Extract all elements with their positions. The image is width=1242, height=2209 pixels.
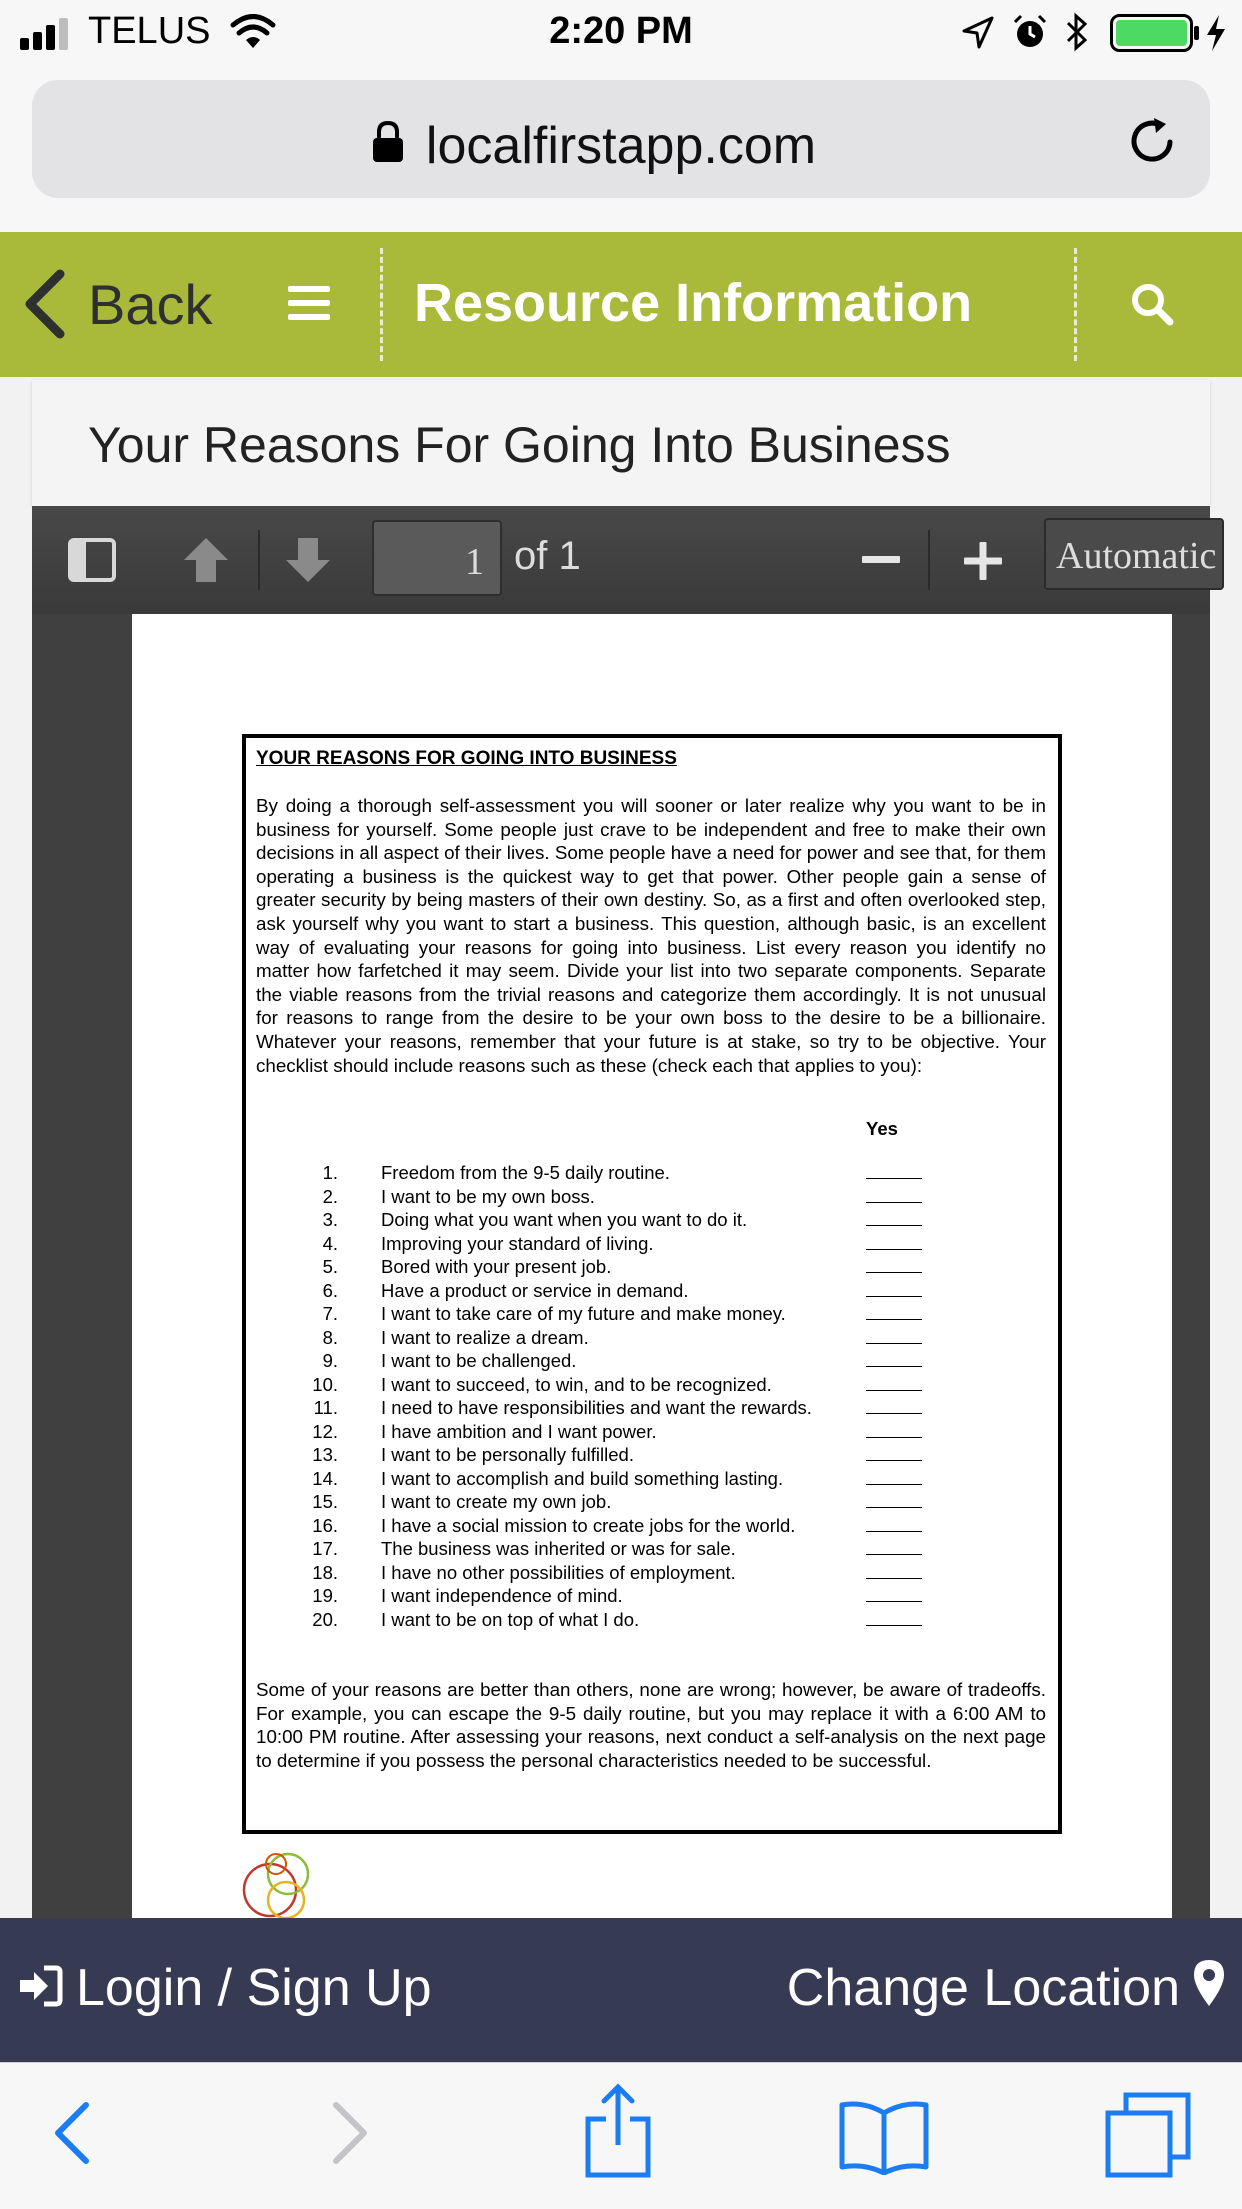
yes-checkbox-line	[866, 1366, 922, 1367]
carrier-name: TELUS	[88, 10, 211, 52]
document-intro: By doing a thorough self-assessment you will sooner or later realize why you want to be in business for yourself. Some people just crave to be independent and free to make their own decisions in all aspect of their lives. Some people have a need for power and see that, for them operating a business is the quickest way to get that power. Other people gain a sense of greater security by being masters of their own destiny. So, as a first and often overlooked step, ask yourself why you want to start a business. This question, although basic, is an excellent way of evaluating your reasons for going into business. List every reason you identify no matter how farfetched it may seem. Divide your list into two separate components. Separate the viable reasons from the trivial reasons and categorize them accordingly. It is not unusual for reasons to range from the desire to be your own boss to the desire to be a billionaire. Whatever your reasons, remember that your future is at stake, so try to be objective. Your checklist should include reasons such as these (check each that applies to you):	[256, 795, 1046, 1076]
sign-in-icon[interactable]	[16, 1962, 64, 2010]
page-number-input[interactable]: 1	[372, 520, 502, 596]
yes-checkbox-line	[866, 1460, 922, 1461]
browser-forward-icon[interactable]	[330, 2101, 370, 2165]
reason-item	[246, 1538, 1066, 1562]
reason-item	[246, 1444, 1066, 1468]
reason-text: Improving your standard of living.	[381, 1232, 654, 1254]
reason-text: I want to be my own boss.	[381, 1185, 595, 1207]
yes-checkbox-line	[866, 1437, 922, 1438]
toolbar-divider	[258, 530, 260, 590]
address-bar[interactable]	[32, 80, 1210, 198]
location-arrow-icon	[962, 16, 994, 50]
yes-checkbox-line	[866, 1554, 922, 1555]
reason-number: 3.	[322, 1209, 338, 1230]
reason-text: Doing what you want when you want to do it.	[381, 1209, 748, 1230]
reason-text: I want to be on top of what I do.	[381, 1608, 640, 1630]
reason-number: 16.	[312, 1514, 338, 1536]
reason-number: 17.	[312, 1538, 338, 1559]
yes-checkbox-line	[866, 1625, 922, 1626]
toolbar-divider	[928, 530, 930, 590]
yes-checkbox-line	[866, 1531, 922, 1532]
reason-item	[246, 1233, 1066, 1257]
reason-item	[246, 1585, 1066, 1609]
url-text: localfirstapp.com	[425, 117, 817, 175]
reload-icon[interactable]	[1126, 114, 1180, 168]
reason-number: 13.	[312, 1444, 338, 1465]
yes-checkbox-line	[866, 1390, 922, 1391]
yes-checkbox-line	[866, 1202, 922, 1203]
reason-text: Freedom from the 9-5 daily routine.	[381, 1162, 670, 1183]
reason-item	[246, 1491, 1066, 1515]
reason-number: 7.	[322, 1303, 338, 1324]
yes-checkbox-line	[866, 1296, 922, 1297]
reason-item	[246, 1350, 1066, 1374]
reason-text: I want independence of mind.	[381, 1585, 623, 1606]
hamburger-menu-icon[interactable]	[288, 284, 330, 322]
reason-text: I want to be personally fulfilled.	[381, 1444, 634, 1465]
reason-text: I want to realize a dream.	[381, 1326, 589, 1348]
alarm-icon	[1012, 14, 1048, 50]
reason-number: 8.	[322, 1326, 338, 1348]
yes-checkbox-line	[866, 1272, 922, 1273]
reason-item	[246, 1209, 1066, 1233]
reason-item	[246, 1327, 1066, 1351]
share-icon[interactable]	[582, 2083, 654, 2179]
reason-item	[246, 1421, 1066, 1445]
yes-checkbox-line	[866, 1225, 922, 1226]
reason-number: 1.	[322, 1162, 338, 1183]
reason-item	[246, 1562, 1066, 1586]
page-title: Your Reasons For Going Into Business	[88, 417, 951, 473]
reason-text: I want to be challenged.	[381, 1350, 577, 1371]
bookmarks-icon[interactable]	[838, 2099, 930, 2175]
browser-toolbar	[0, 2062, 1242, 2209]
zoom-select[interactable]: Automatic	[1044, 518, 1224, 590]
app-header	[0, 232, 1242, 377]
charging-bolt-icon	[1204, 14, 1228, 52]
reason-item	[246, 1162, 1066, 1186]
reason-item	[246, 1515, 1066, 1539]
reason-item	[246, 1303, 1066, 1327]
pdf-page	[132, 614, 1172, 1918]
pdf-toolbar	[32, 506, 1217, 614]
yes-checkbox-line	[866, 1249, 922, 1250]
yes-checkbox-line	[866, 1507, 922, 1508]
change-location-link[interactable]: Change Location	[786, 1959, 1180, 2017]
yes-checkbox-line	[866, 1578, 922, 1579]
yes-checkbox-line	[866, 1343, 922, 1344]
reason-text: I need to have responsibilities and want the rewards.	[381, 1397, 812, 1418]
reason-item	[246, 1186, 1066, 1210]
reason-item	[246, 1374, 1066, 1398]
reason-number: 4.	[322, 1232, 338, 1254]
resource-card-header	[32, 380, 1210, 506]
reason-number: 12.	[312, 1420, 338, 1442]
reason-number: 6.	[322, 1279, 338, 1301]
reason-number: 2.	[322, 1185, 338, 1207]
reason-number: 19.	[312, 1585, 338, 1606]
back-button[interactable]: Back	[88, 273, 213, 336]
nav-divider	[380, 248, 383, 361]
app-bottom-bar	[0, 1918, 1242, 2062]
browser-address-area	[0, 66, 1242, 232]
reason-text: I have ambition and I want power.	[381, 1420, 657, 1442]
reason-text: I want to succeed, to win, and to be recognized.	[381, 1373, 772, 1395]
reason-text: I want to take care of my future and make money.	[381, 1303, 786, 1324]
battery-icon	[1110, 14, 1202, 52]
reason-number: 9.	[322, 1350, 338, 1371]
arrow-up-icon[interactable]	[180, 534, 232, 586]
document-title: YOUR REASONS FOR GOING INTO BUSINESS	[256, 748, 677, 769]
document-frame	[242, 734, 1062, 1834]
reason-text: I have no other possibilities of employment.	[381, 1561, 736, 1583]
reason-number: 18.	[312, 1561, 338, 1583]
reason-number: 10.	[312, 1373, 338, 1395]
search-icon[interactable]	[1130, 282, 1174, 326]
reason-text: I want to accomplish and build something lasting.	[381, 1467, 784, 1489]
yes-column-header: Yes	[866, 1118, 898, 1139]
reason-number: 14.	[312, 1467, 338, 1489]
reason-item	[246, 1280, 1066, 1304]
reason-text: I have a social mission to create jobs for the world.	[381, 1514, 796, 1536]
bluetooth-icon	[1064, 12, 1090, 52]
tabs-icon[interactable]	[1104, 2091, 1192, 2179]
reason-text: The business was inherited or was for sale.	[381, 1538, 736, 1559]
reason-item	[246, 1256, 1066, 1280]
status-bar	[0, 0, 1242, 66]
sidebar-toggle-icon[interactable]	[68, 536, 116, 584]
minus-icon[interactable]	[862, 556, 900, 564]
reason-text: I want to create my own job.	[381, 1491, 612, 1512]
login-signup-link[interactable]: Login / Sign Up	[76, 1959, 432, 2017]
section-title: Resource Information	[414, 273, 973, 333]
reason-number: 20.	[312, 1608, 338, 1630]
reason-item	[246, 1609, 1066, 1633]
yes-checkbox-line	[866, 1319, 922, 1320]
reason-text: Have a product or service in demand.	[381, 1279, 689, 1301]
pdf-viewer[interactable]	[32, 614, 1210, 1918]
reason-item	[246, 1468, 1066, 1492]
document-outro: Some of your reasons are better than others, none are wrong; however, be aware of tradeoffs. For example, you can escape the 9-5 daily routine, but you may replace it with a 6:00 AM to 10:00 PM routine. After assessing your reasons, next conduct a self-analysis on the next page to determine if you possess the personal characteristics needed to be successful.	[256, 1679, 1046, 1771]
yes-checkbox-line	[866, 1601, 922, 1602]
yes-checkbox-line	[866, 1484, 922, 1485]
status-time: 2:20 PM	[549, 10, 693, 52]
reason-number: 11.	[313, 1397, 338, 1418]
reason-item	[246, 1397, 1066, 1421]
plus-icon[interactable]	[964, 542, 1002, 580]
reason-text: Bored with your present job.	[381, 1256, 612, 1277]
reason-number: 5.	[322, 1256, 338, 1277]
chevron-left-icon[interactable]	[22, 268, 68, 340]
yes-checkbox-line	[866, 1178, 922, 1179]
organization-logo	[236, 1844, 416, 1918]
yes-checkbox-line	[866, 1413, 922, 1414]
map-pin-icon[interactable]	[1192, 1958, 1226, 2008]
nav-divider	[1074, 248, 1077, 361]
arrow-down-icon[interactable]	[282, 534, 334, 586]
page-total-label: of 1	[514, 534, 581, 578]
reason-number: 15.	[312, 1491, 338, 1512]
browser-back-icon[interactable]	[52, 2101, 92, 2165]
